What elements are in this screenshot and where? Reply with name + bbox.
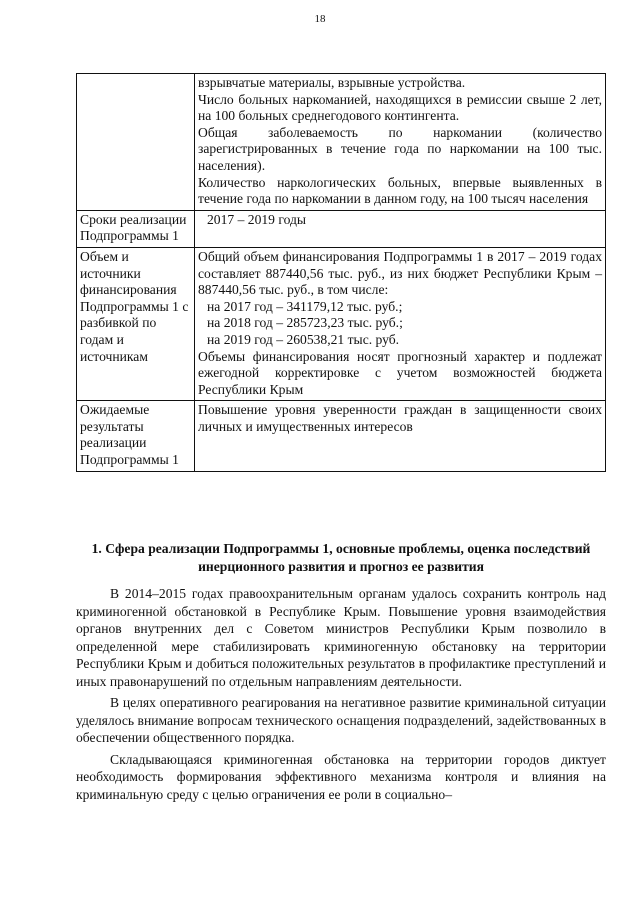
results-label: Ожидаемые результаты реализации Подпрограммы 1 [77, 401, 195, 471]
financing-year-2018: на 2018 год – 285723,23 тыс. руб.; [207, 315, 403, 331]
terms-value: 2017 – 2019 годы [195, 210, 606, 247]
financing-year-2017: на 2017 год – 341179,12 тыс. руб.; [207, 298, 403, 314]
table-cell-label [77, 74, 195, 211]
indicator-line: Число больных наркоманией, находящихся в ремиссии свыше 2 лет, на 100 больных среднегодового контингента. [198, 91, 602, 124]
section-heading: 1. Сфера реализации Подпрограммы 1, основные проблемы, оценка последствий инерционного развития и прогноз ее развития [91, 541, 591, 574]
results-value: Повышение уровня уверенности граждан в защищенности своих личных и имущественных интересов [195, 401, 606, 471]
table-row-financing [77, 247, 606, 400]
financing-year-2019: на 2019 год – 260538,21 тыс. руб. [207, 331, 400, 347]
table-row-terms [77, 210, 606, 247]
financing-label: Объем и источники финансирования Подпрограммы 1 с разбивкой по годам и источникам [77, 247, 195, 400]
table-row-indicators [77, 74, 606, 211]
terms-label: Сроки реализации Подпрограммы 1 [77, 210, 195, 247]
table-row-results [77, 401, 606, 471]
section-body [76, 585, 606, 807]
indicator-line: Общая заболеваемость по наркомании (количество зарегистрированных в течение года по наркомании на 100 тыс. населения). [198, 124, 602, 173]
indicator-line: Количество наркологических больных, впервые выявленных в течение года по наркомании в данном году, на 100 тысяч населения [198, 174, 602, 207]
passport-table [76, 73, 606, 472]
indicator-line: взрывчатые материалы, взрывные устройства. [198, 75, 466, 90]
paragraph: В 2014–2015 годах правоохранительным органам удалось сохранить контроль над криминогенной обстановкой в Республике Крым. Повышение уровня взаимодействия органов внутренних дел с Советом министров Республики Крым позволило в определенной мере стабилизировать криминогенную обстановку на территории Республики Крым и добиться положительных результатов в профилактике преступлений и иных правонарушений по отдельным направлениям деятельности. [76, 586, 606, 689]
financing-value [195, 247, 606, 400]
page-number: 18 [314, 13, 326, 25]
financing-note: Объемы финансирования носят прогнозный характер и подлежат ежегодной корректировке с учетом возможностей бюджета Республики Крым [198, 348, 602, 397]
paragraph: Складывающаяся криминогенная обстановка на территории городов диктует необходимость формирования эффективного механизма контроля и влияния на криминальную среду с целью ограничения ее роли в социально– [76, 751, 606, 802]
table-cell-indicators [195, 74, 606, 211]
paragraph: В целях оперативного реагирования на негативное развитие криминальной ситуации уделялось внимание вопросам технического оснащения подразделений, задействованных в обеспечении общественного порядка. [76, 695, 606, 745]
financing-intro: Общий объем финансирования Подпрограммы 1 в 2017 – 2019 годах составляет 887440,56 тыс. руб., из них бюджет Республики Крым – 887440,56 тыс. руб., в том числе: [198, 248, 602, 298]
